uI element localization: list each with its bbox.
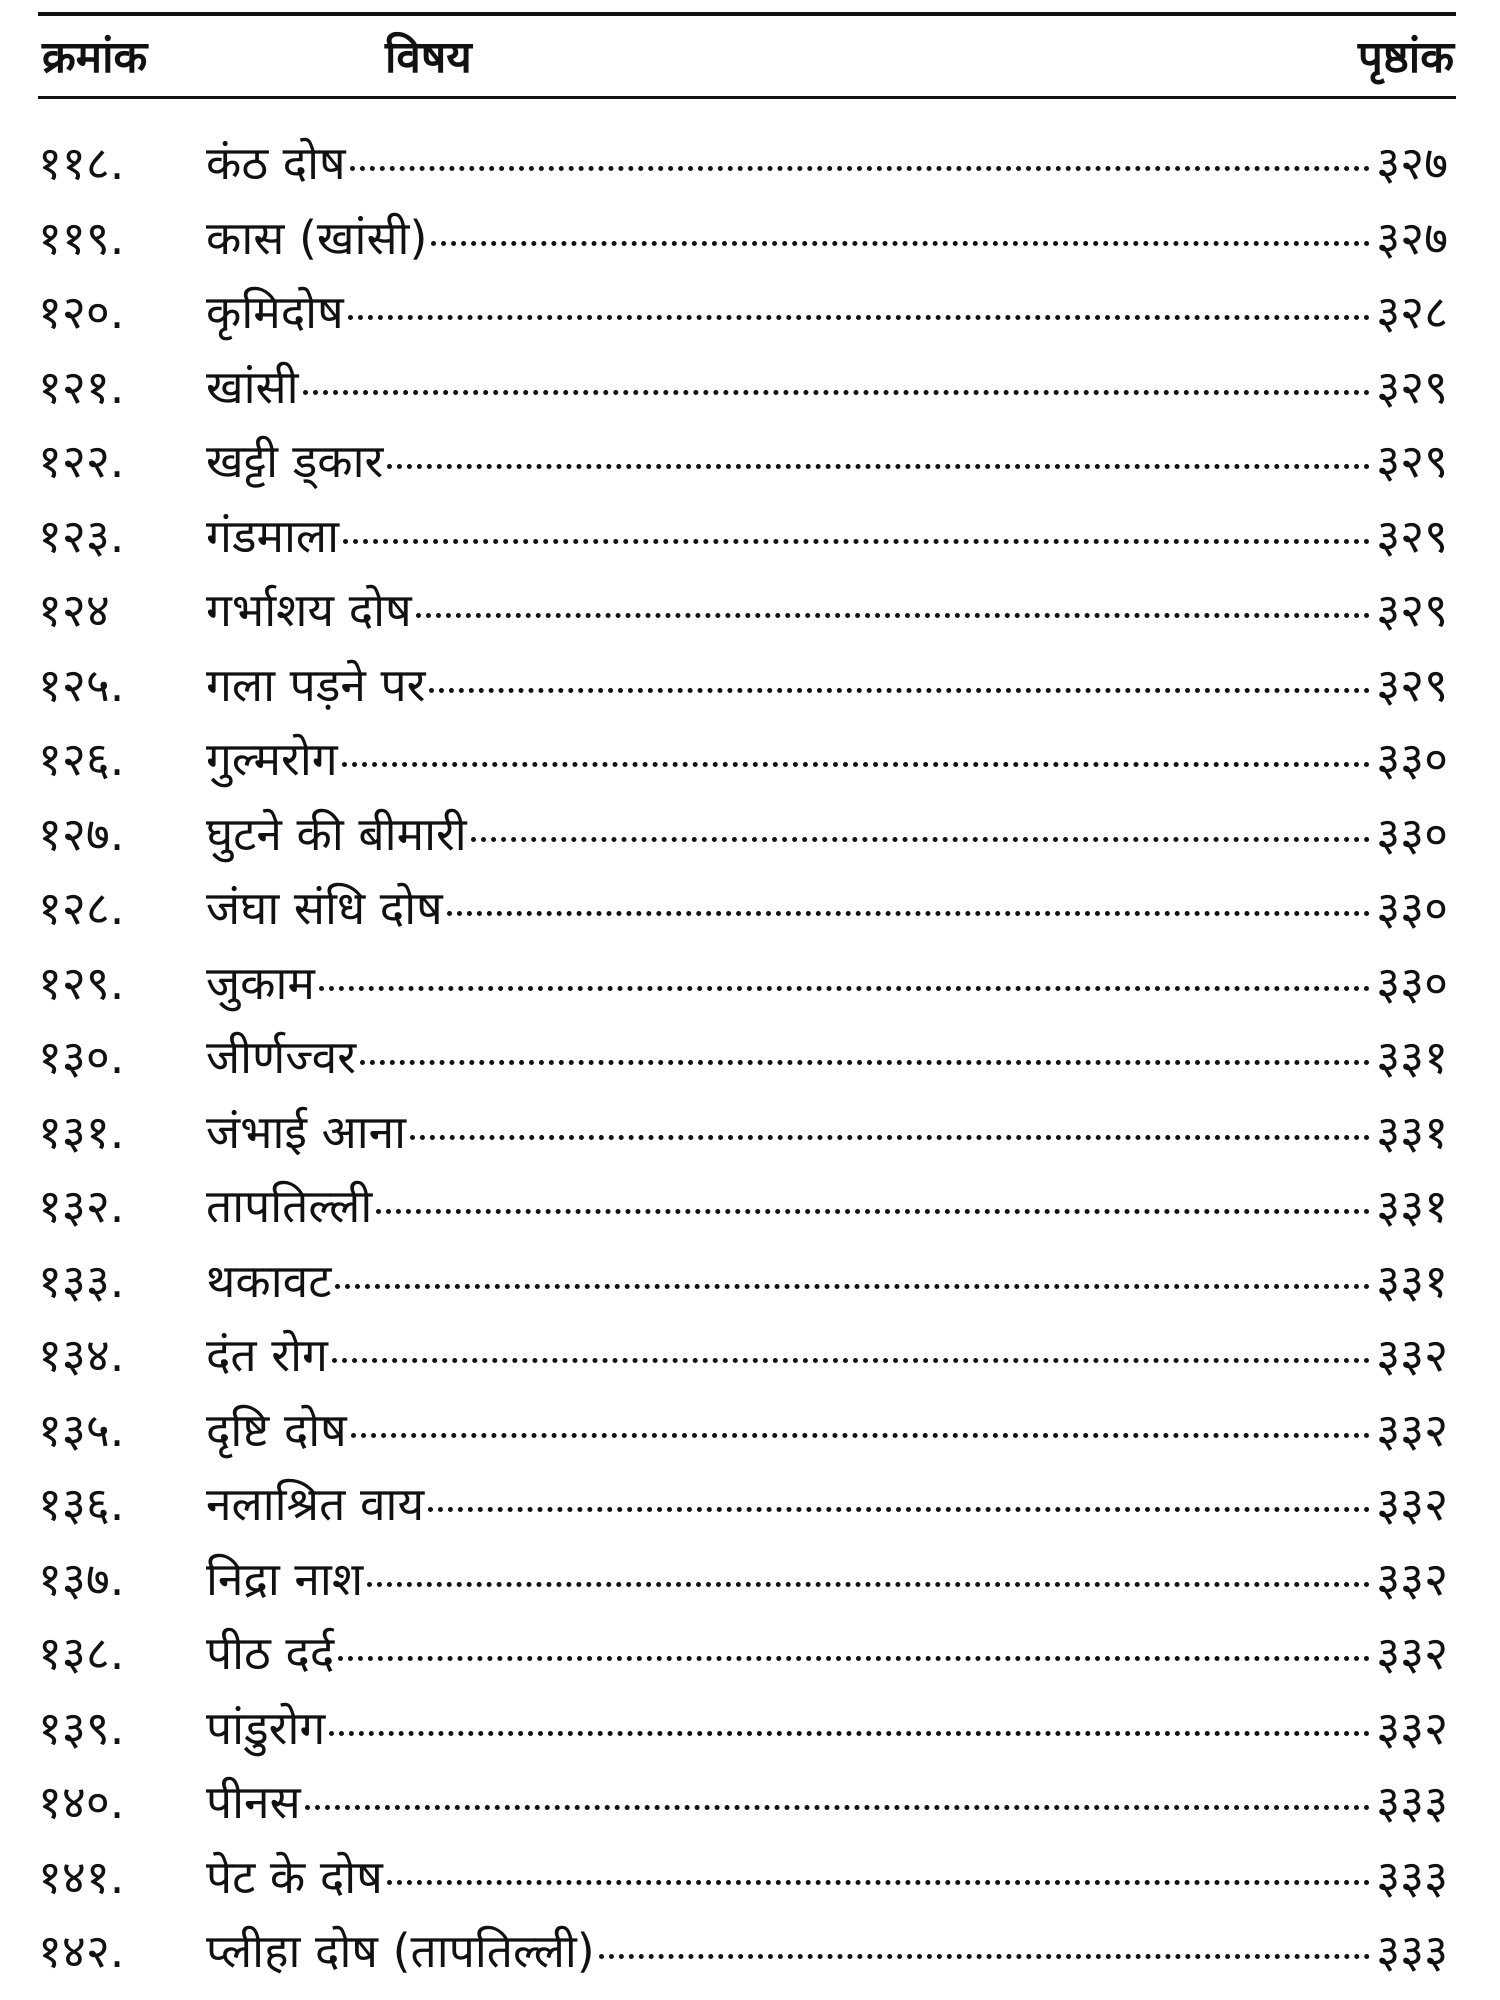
dot-leader: [387, 1880, 1370, 1885]
entry-number: १२३.: [38, 508, 125, 563]
toc-entry: [38, 424, 1456, 499]
entry-subject: पीठ दर्द: [206, 1626, 335, 1681]
entry-subject: कास (खांसी): [206, 210, 428, 265]
entry-subject: जीर्णज्वर: [206, 1030, 357, 1085]
entry-number: १२९.: [38, 955, 125, 1010]
entry-subject-line: [206, 1474, 1370, 1534]
entry-subject: पीनस: [206, 1775, 301, 1830]
entry-subject: दंत रोग: [206, 1328, 328, 1383]
toc-entry: [38, 201, 1456, 276]
toc-entry: [38, 797, 1456, 872]
entry-subject: निद्रा नाश: [206, 1551, 364, 1606]
dot-leader: [305, 1805, 1371, 1810]
entry-subject-line: [206, 282, 1370, 342]
entry-subject-line: [206, 1027, 1370, 1087]
entry-number: १३८.: [38, 1626, 125, 1681]
dot-leader: [338, 1656, 1370, 1661]
toc-entry: [38, 275, 1456, 350]
entry-page-number: ३२९: [1376, 434, 1448, 489]
toc-list: [38, 126, 1456, 1989]
entry-subject-line: [206, 1325, 1370, 1385]
dot-leader: [360, 1060, 1370, 1065]
entry-subject: थकावट: [206, 1253, 332, 1308]
entry-number: १३५.: [38, 1402, 125, 1457]
entry-number: १३९.: [38, 1700, 125, 1755]
entry-subject: प्लीहा दोष (तापतिल्ली): [206, 1924, 595, 1979]
entry-number: १२२.: [38, 434, 125, 489]
entry-subject: गंडमाला: [206, 508, 340, 563]
entry-page-number: ३२९: [1376, 583, 1448, 638]
entry-subject: जंभाई आना: [206, 1104, 407, 1159]
entry-number: १३६.: [38, 1477, 125, 1532]
entry-subject-line: [206, 1549, 1370, 1609]
entry-number: १४२.: [38, 1924, 125, 1979]
entry-subject: जुकाम: [206, 955, 315, 1010]
dot-leader: [376, 1209, 1370, 1214]
toc-entry: [38, 648, 1456, 723]
entry-number: १२०.: [38, 285, 125, 340]
dot-leader: [599, 1954, 1370, 1959]
toc-entry: [38, 1393, 1456, 1468]
entry-number: १३३.: [38, 1253, 125, 1308]
entry-page-number: ३२७: [1376, 136, 1448, 191]
toc-entry: [38, 126, 1456, 201]
toc-entry: [38, 946, 1456, 1021]
toc-entry: [38, 1467, 1456, 1542]
toc-entry: [38, 1095, 1456, 1170]
toc-entry: [38, 1542, 1456, 1617]
entry-number: १३०.: [38, 1030, 125, 1085]
entry-subject-line: [206, 1251, 1370, 1311]
dot-leader: [387, 464, 1370, 469]
dot-leader: [319, 986, 1370, 991]
toc-entry: [38, 1840, 1456, 1915]
toc-entry: [38, 1020, 1456, 1095]
entry-number: १३१.: [38, 1104, 125, 1159]
entry-subject-line: [206, 655, 1370, 715]
entry-number: १२७.: [38, 806, 125, 861]
toc-entry: [38, 1318, 1456, 1393]
dot-leader: [342, 762, 1371, 767]
entry-number: १२६.: [38, 732, 125, 787]
entry-subject-line: [206, 878, 1370, 938]
dot-leader: [416, 613, 1371, 618]
entry-subject: जंघा संधि दोष: [206, 881, 443, 936]
entry-subject: गर्भाशय दोष: [206, 583, 412, 638]
dot-leader: [447, 911, 1371, 916]
entry-subject-line: [206, 1400, 1370, 1460]
entry-subject-line: [206, 804, 1370, 864]
top-rule: [38, 12, 1456, 16]
dot-leader: [348, 315, 1371, 320]
entry-page-number: ३३०: [1376, 806, 1448, 861]
toc-entry: [38, 1765, 1456, 1840]
entry-number: १४१.: [38, 1849, 125, 1904]
entry-page-number: ३३२: [1376, 1626, 1448, 1681]
entry-subject-line: [206, 133, 1370, 193]
toc-entry: [38, 1244, 1456, 1319]
entry-page-number: ३३०: [1376, 955, 1448, 1010]
dot-leader: [332, 1358, 1370, 1363]
header-subject-label: विषय: [385, 32, 472, 83]
entry-subject-line: [206, 729, 1370, 789]
dot-leader: [410, 1135, 1370, 1140]
entry-number: १२४: [38, 583, 110, 638]
entry-page-number: ३३१: [1376, 1253, 1448, 1308]
toc-entry: [38, 573, 1456, 648]
entry-page-number: ३२९: [1376, 359, 1448, 414]
dot-leader: [350, 166, 1371, 171]
toc-entry: [38, 499, 1456, 574]
entry-subject-line: [206, 580, 1370, 640]
entry-subject: गुल्मरोग: [206, 732, 338, 787]
entry-subject: कंठ दोष: [206, 136, 346, 191]
entry-page-number: ३३२: [1376, 1551, 1448, 1606]
dot-leader: [471, 837, 1371, 842]
entry-subject-line: [206, 1176, 1370, 1236]
entry-number: १३७.: [38, 1551, 125, 1606]
dot-leader: [428, 1507, 1370, 1512]
entry-subject: खांसी: [206, 359, 299, 414]
entry-page-number: ३३२: [1376, 1700, 1448, 1755]
toc-entry: [38, 722, 1456, 797]
entry-number: ११८.: [38, 136, 125, 191]
dot-leader: [351, 1433, 1370, 1438]
toc-entry: [38, 1691, 1456, 1766]
entry-page-number: ३३१: [1376, 1030, 1448, 1085]
entry-subject-line: [206, 506, 1370, 566]
entry-page-number: ३३०: [1376, 881, 1448, 936]
entry-subject-line: [206, 208, 1370, 268]
toc-entry: [38, 1914, 1456, 1989]
entry-subject: घुटने की बीमारी: [206, 806, 467, 861]
toc-entry: [38, 1169, 1456, 1244]
dot-leader: [343, 539, 1370, 544]
entry-number: १२५.: [38, 657, 125, 712]
entry-page-number: ३३०: [1376, 732, 1448, 787]
dot-leader: [303, 390, 1371, 395]
toc-entry: [38, 871, 1456, 946]
entry-subject: तापतिल्ली: [206, 1179, 373, 1234]
entry-page-number: ३३३: [1376, 1924, 1448, 1979]
entry-page-number: ३३१: [1376, 1104, 1448, 1159]
entry-page-number: ३३३: [1376, 1775, 1448, 1830]
entry-subject-line: [206, 1921, 1370, 1981]
entry-subject-line: [206, 953, 1370, 1013]
entry-number: १३४.: [38, 1328, 125, 1383]
entry-page-number: ३२९: [1376, 508, 1448, 563]
entry-subject-line: [206, 1772, 1370, 1832]
entry-page-number: ३३२: [1376, 1477, 1448, 1532]
entry-page-number: ३३२: [1376, 1328, 1448, 1383]
entry-subject: कृमिदोष: [206, 285, 344, 340]
entry-page-number: ३३३: [1376, 1849, 1448, 1904]
header-page-label: पृष्ठांक: [1357, 32, 1454, 83]
dot-leader: [335, 1284, 1370, 1289]
entry-subject-line: [206, 431, 1370, 491]
entry-subject: गला पड़ने पर: [206, 657, 426, 712]
entry-number: १३२.: [38, 1179, 125, 1234]
entry-subject: नलाश्रित वाय: [206, 1477, 425, 1532]
toc-entry: [38, 1616, 1456, 1691]
entry-number: १२१.: [38, 359, 125, 414]
entry-subject: पेट के दोष: [206, 1849, 383, 1904]
entry-subject-line: [206, 1623, 1370, 1683]
entry-subject: खट्टी ड्कार: [206, 434, 384, 489]
entry-page-number: ३२९: [1376, 657, 1448, 712]
entry-page-number: ३२७: [1376, 210, 1448, 265]
dot-leader: [329, 1731, 1370, 1736]
entry-number: १२८.: [38, 881, 125, 936]
entry-page-number: ३३१: [1376, 1179, 1448, 1234]
entry-subject-line: [206, 357, 1370, 417]
entry-subject: पांडुरोग: [206, 1700, 326, 1755]
entry-subject-line: [206, 1847, 1370, 1907]
dot-leader: [431, 241, 1370, 246]
entry-subject-line: [206, 1698, 1370, 1758]
header-rule: [38, 96, 1456, 99]
dot-leader: [429, 688, 1370, 693]
header-number-label: क्रमांक: [42, 32, 148, 83]
entry-number: १४०.: [38, 1775, 125, 1830]
dot-leader: [367, 1582, 1370, 1587]
toc-entry: [38, 350, 1456, 425]
entry-number: ११९.: [38, 210, 125, 265]
entry-page-number: ३२८: [1376, 285, 1448, 340]
entry-subject: दृष्टि दोष: [206, 1402, 347, 1457]
entry-subject-line: [206, 1102, 1370, 1162]
entry-page-number: ३३२: [1376, 1402, 1448, 1457]
